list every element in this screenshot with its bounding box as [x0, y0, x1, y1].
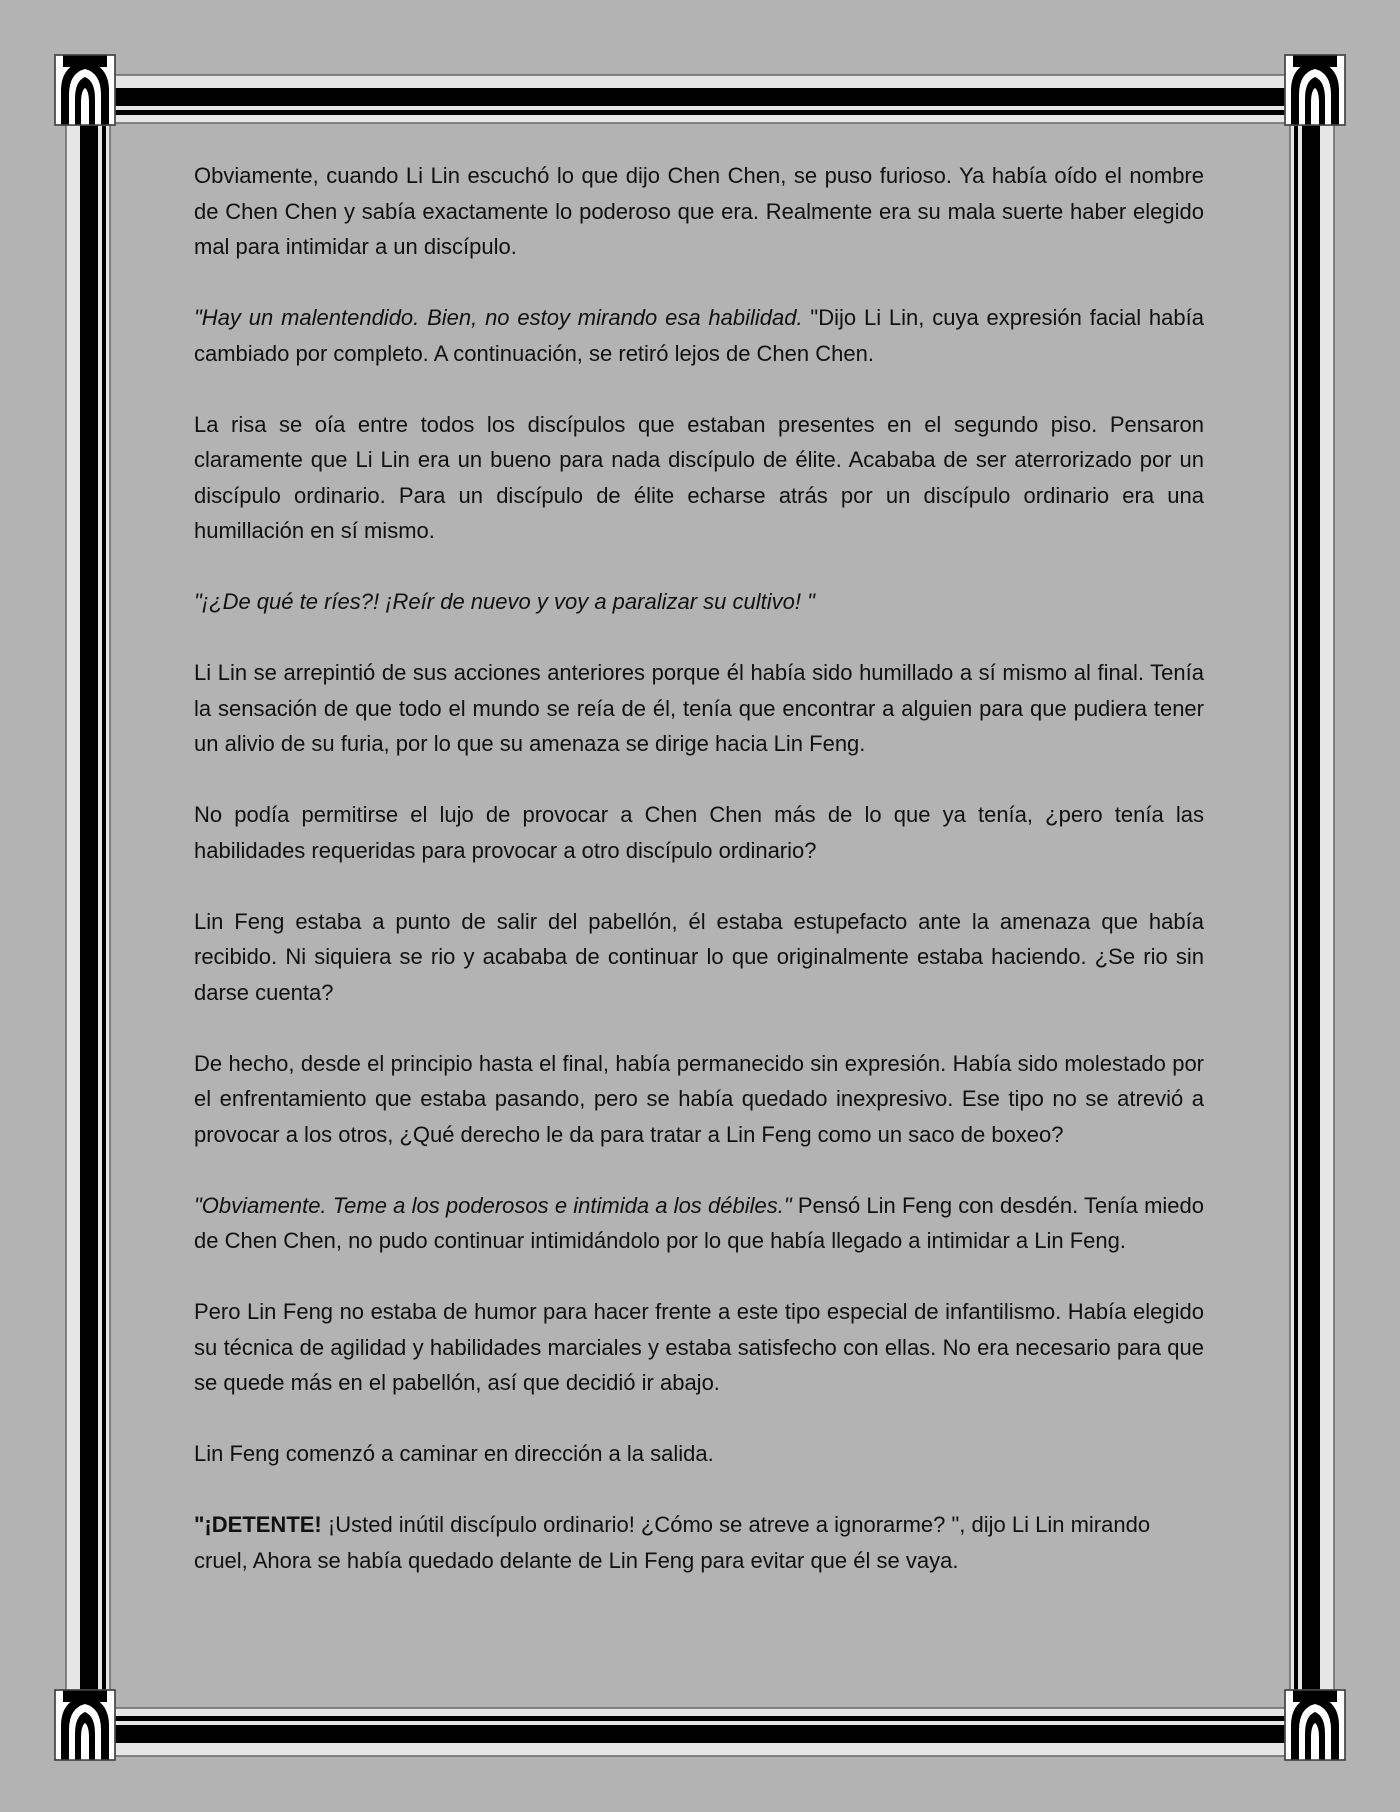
- paragraph-7: Lin Feng estaba a punto de salir del pabellón, él estaba estupefacto ante la amenaza que había recibido. Ni siquiera se rio y acababa de continuar lo que originalmente estaba haciendo. ¿Se rio sin darse cuenta?: [194, 908, 1204, 1005]
- paragraph-5: Li Lin se arrepintió de sus acciones anteriores porque él había sido humillado a sí mismo al final. Tenía la sensación de que todo el mundo se reía de él, tenía que encontrar a alguien para que pudiera tener un alivio de su furia, por lo que su amenaza se dirige hacia Lin Feng.: [194, 660, 1204, 756]
- paragraph-8: De hecho, desde el principio hasta el final, había permanecido sin expresión. Había sido molestado por el enfrentamiento que estaba pasando, pero se había quedado inexpresivo. Ese tipo no se atrevió a provocar a los otros, ¿Qué derecho le da para tratar a Lin Feng como un saco de boxeo?: [194, 1050, 1204, 1147]
- paragraph-9: "Obviamente. Teme a los poderosos e intimida a los débiles." Pensó Lin Feng con desdén. Tenía miedo de Chen Chen, no pudo continuar intimidándolo por lo que había llegado a intimidar a Lin Feng.: [194, 1192, 1204, 1253]
- paragraph-12: "¡DETENTE! ¡Usted inútil discípulo ordinario! ¿Cómo se atreve a ignorarme? ", dijo Li Lin mirando cruel, Ahora se había quedado delante de Lin Feng para evitar que él se vaya.: [194, 1512, 1151, 1573]
- paragraph-2: "Hay un malentendido. Bien, no estoy mirando esa habilidad. "Dijo Li Lin, cuya expresión facial había cambiado por completo. A continuación, se retiró lejos de Chen Chen.: [194, 305, 1204, 366]
- italic-dialogue: "Obviamente. Teme a los poderosos e intimida a los débiles.": [194, 1192, 792, 1218]
- italic-dialogue: "Hay un malentendido. Bien, no estoy mirando esa habilidad.: [194, 305, 803, 330]
- italic-dialogue: "¡¿De qué te ríes?! ¡Reír de nuevo y voy a paralizar su cultivo! ": [194, 589, 815, 614]
- paragraph-1: Obviamente, cuando Li Lin escuchó lo que dijo Chen Chen, se puso furioso. Ya había oído el nombre de Chen Chen y sabía exactamente lo poderoso que era. Realmente era su mala suerte haber elegido mal para intimidar a un discípulo.: [194, 163, 1204, 259]
- paragraph-4: [194, 584, 1204, 620]
- bold-exclamation: "¡DETENTE!: [194, 1512, 322, 1537]
- story-text: [194, 158, 1204, 1614]
- paragraph-3: La risa se oía entre todos los discípulos que estaban presentes en el segundo piso. Pensaron claramente que Li Lin era un bueno para nada discípulo de élite. Acababa de ser aterrorizado por un discípulo ordinario. Para un discípulo de élite echarse atrás por un discípulo ordinario era una humillación en sí mismo.: [194, 411, 1204, 543]
- paragraph-10: Pero Lin Feng no estaba de humor para hacer frente a este tipo especial de infantilismo. Había elegido su técnica de agilidad y habilidades marciales y estaba satisfecho con ellas. No era necesario para que se quede más en el pabellón, así que decidió ir abajo.: [194, 1299, 1204, 1395]
- paragraph-6: No podía permitirse el lujo de provocar a Chen Chen más de lo que ya tenía, ¿pero tenía las habilidades requeridas para provocar a otro discípulo ordinario?: [194, 802, 1204, 863]
- paragraph-11: Lin Feng comenzó a caminar en dirección a la salida.: [194, 1441, 714, 1466]
